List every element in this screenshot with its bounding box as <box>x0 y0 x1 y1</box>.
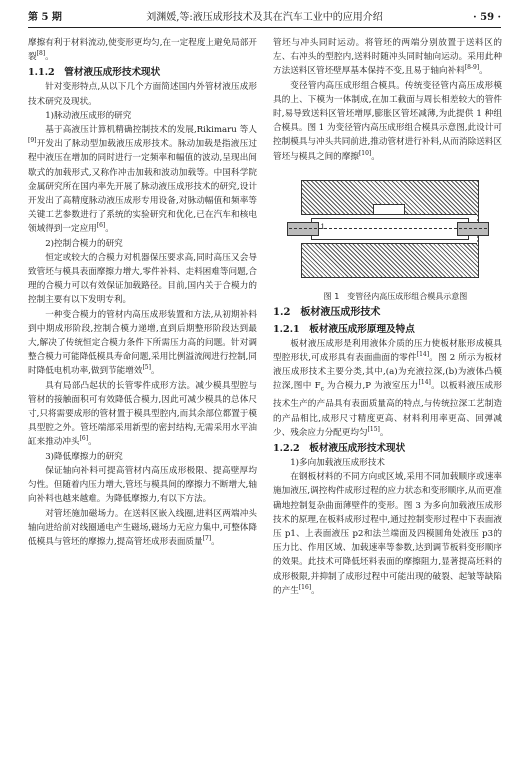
page-number: · 59 · <box>473 12 501 23</box>
right-punch <box>457 222 489 236</box>
left-column <box>28 36 257 549</box>
figure-1-die-schematic <box>287 170 489 288</box>
paragraph: 针对变形特点,从以下几个方面简述国内外管材液压成形技术研究及现状。 <box>28 82 257 107</box>
running-title: 刘渊媛,等:液压成形技术及其在汽车工业中的应用介绍 <box>146 12 383 23</box>
paragraph: 变径管内高压成形组合模具。传统变径管内高压成形模具的上、下模为一体制成,在加工截面与周长相差较大的管件时,易导致送料区管坯增厚,膨胀区管坯减薄,为此提供 1 种组合模具。图 1 为变径管内高压成形组合模具示意图,此设计可控制模具与冲头共同前进,推动管材进行补料,从而消除送料区管坯与模具之间的摩擦[10]。 <box>273 80 502 162</box>
subheading-friction: 3)降低摩擦力的研究 <box>45 451 123 462</box>
paragraph: 保证轴向补料可提高管材内高压成形极限、提高壁厚均匀性。但随着内压力增大,管坯与模具间的摩擦力不断增大,轴向补料也越来越难。为降低摩擦力,有以下方法。 <box>28 465 257 505</box>
figure-label-1: 1 <box>320 222 325 231</box>
section-heading-1-2-1: 1.2.1 板材液压成形原理及特点 <box>273 323 415 335</box>
section-heading-1-1-2: 1.1.2 管材液压成形技术现状 <box>28 67 161 79</box>
subheading-multi-load: 1)多向加载液压成形技术 <box>290 457 385 468</box>
paragraph: 板材液压成形是利用液体介质的压力使板材胀形成模具型腔形状,可成形具有表面曲面的零件[14]。图 2 所示为板材液压成形技术主要分类,其中,(a)为充液拉深,(b)为液体凸模拉深,图中 $F_c$ 为合模力,P 为液室压力[14]。以板料液压成形技术生产的产品具有表面质量高的特点,与传统拉深工艺制造的产品相比,成形尺寸精度更高、材料利用率更高、回弹减少、残余应力分配更均匀[15]。 <box>273 338 502 438</box>
paragraph: 一种变合模力的管材内高压成形装置和方法,从初期补料到中期成形阶段,控制合模力递增,直到后期整形阶段达到最大,解决了传统恒定合模力条件下所需压力高的问题。针对调整合模力可能降低模具寿命问题,采用比例溢流阀进行控制,同时降低电机功率,做到节能增效[5]。 <box>28 309 257 377</box>
paragraph: 在钢板材料的不同方向或区域,采用不同加载顺序或速率施加液压,调控构件成形过程的应力状态和变形顺序,从而更准确地控制复杂曲面薄壁件的变形。图 3 为多向加载液压成形技术的原理,在板料成形过程中,通过控制变形过程中下表面液压 p1、上表面液压 p2和法兰端面及四模圆角处液压 p3的压力比、作用区域、加载速率等参数,达到调节板料变形顺序的效果。此技术可降低坯料表面的摩擦阻力,显著提高坯料的成形极限,并抑制了成形过程中可能出现的破裂、起皱等缺陷的产生[16]。 <box>273 472 502 596</box>
issue-number: 第 5 期 <box>28 12 62 23</box>
paragraph: 具有局部凸起状的长管零件成形方法。减少模具型腔与管材的接触面积可有效降低合模力,因此可减少模具的总体尺寸,只将需要成形的管材置于模具型腔内,而其余部位都置于模具型腔之外。管坯端部采用新型的密封结构,无需采用水平油缸来推动冲头[6]。 <box>28 380 257 448</box>
section-heading-1-2-2: 1.2.2 板材液压成形技术现状 <box>273 442 406 454</box>
subheading-die-force: 2)控制合模力的研究 <box>45 238 123 249</box>
paragraph: 恒定或较大的合模力对机器保压要求高,同时高压又会导致管坯与模具表面摩擦力增大,零件补料、走料困难等问题,合理的合模力可以有效保证加载路径。目前,国内关于合模力的控制主要有以下发明专利。 <box>28 252 257 306</box>
section-heading-1-2: 1.2 板材液压成形技术 <box>273 306 381 318</box>
paragraph: 摩擦有利于材料流动,使变形更均匀,在一定程度上避免局部开裂[8]。 <box>28 38 257 63</box>
right-column <box>273 36 502 598</box>
tube-blank <box>311 218 469 240</box>
paragraph: 对管坯施加磁场力。在送料区嵌入线圈,进料区两端冲头轴向进给前对线圈通电产生磁场,磁场力无应力集中,可整体降低模具与管坯的摩擦力,提高管坯成形表面质量[7]。 <box>28 508 257 547</box>
center-axis <box>289 228 487 229</box>
figure-1-caption: 图 1 变管径内高压成形组合模具示意图 <box>323 291 468 301</box>
paragraph: 管坯与冲头同时运动。将管坯的两端分别放置于送料区的左、右冲头的型腔内,送料时随冲头同时轴向运动。采用此种方法送料区管坯壁厚基本保持不变,且易于轴向补料[8-9]。 <box>273 38 502 77</box>
left-punch <box>287 222 319 236</box>
paragraph: 基于高液压计算机精确控制技术的发展,Rikimaru 等人[9]开发出了脉动型加载液压成形技术。脉动加载是指液压过程中液压在增加的同时进行一定频率和幅值的波动,呈现出间歇式的加载形式,又称作冲击加载和波动加载等。中国科学院金属研究所在国内率先开展了脉动液压成形技术的研究,设计开发出了高精度脉动液压成形专用设备,对脉动幅值和频率等关键工艺参数进行了系统的实验研究和优化,已在汽车和核电领域得到一定应用[6]。 <box>28 125 257 235</box>
subheading-pulse: 1)脉动液压成形的研究 <box>45 110 132 121</box>
running-header <box>28 9 501 28</box>
